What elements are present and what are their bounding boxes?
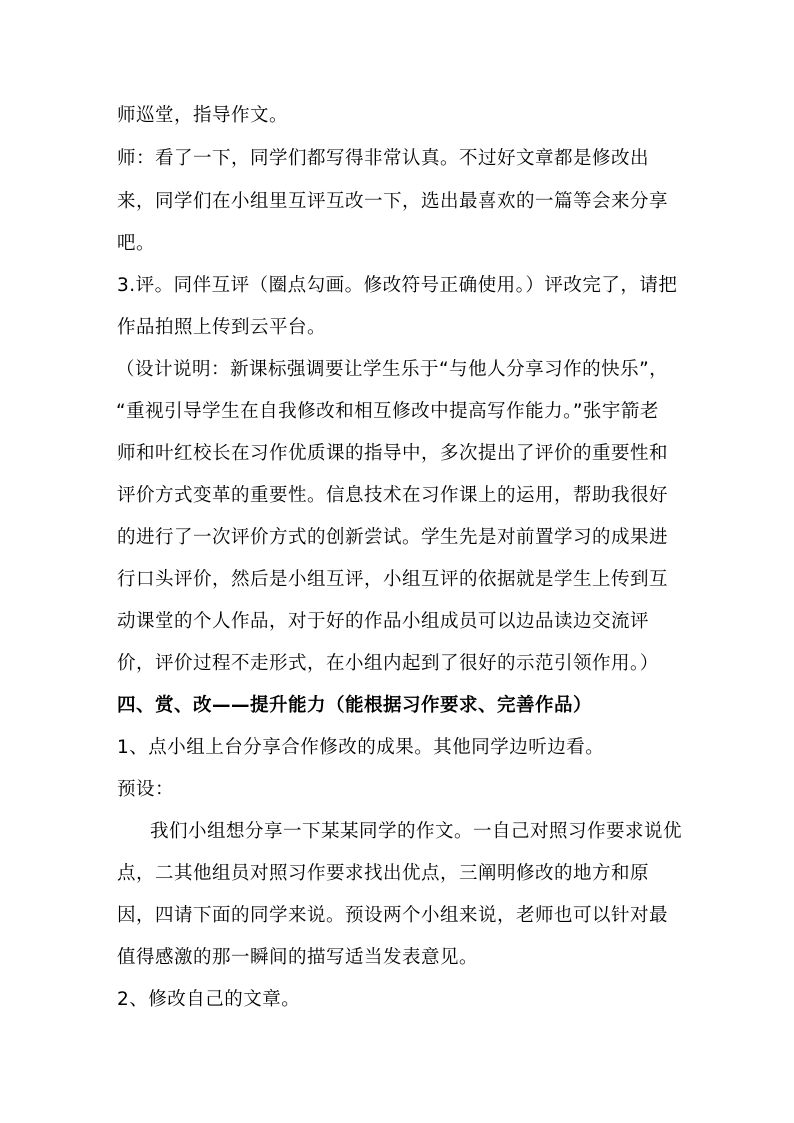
design-note-line: 师和叶红校长在习作优质课的指导中，多次提出了评价的重要性和 bbox=[117, 443, 669, 464]
design-note-line: “重视引导学生在自我修改和相互修改中提高写作能力。”张宇箭老 bbox=[116, 401, 659, 422]
text-line: 来，同学们在小组里互评互改一下，选出最喜欢的一篇等会来分享 bbox=[117, 191, 669, 212]
design-note-line: 评价方式变革的重要性。信息技术在习作课上的运用，帮助我很好 bbox=[117, 485, 669, 506]
text-line: 预设： bbox=[117, 779, 175, 800]
text-line: 师：看了一下，同学们都写得非常认真。不过好文章都是修改出 bbox=[117, 148, 650, 169]
section-heading: 四、赏、改——提升能力（能根据习作要求、完善作品） bbox=[117, 695, 593, 716]
text-line: 3.评。同伴互评（圈点勾画。修改符号正确使用。）评改完了，请把 bbox=[117, 275, 678, 296]
design-note-line: 动课堂的个人作品，对于好的作品小组成员可以边品读边交流评 bbox=[117, 611, 650, 632]
text-line: 点，二其他组员对照习作要求找出优点，三阐明修改的地方和原 bbox=[117, 863, 650, 884]
text-line: 因，四请下面的同学来说。预设两个小组来说，老师也可以针对最 bbox=[117, 905, 669, 926]
text-line: 1、点小组上台分享合作修改的成果。其他同学边听边看。 bbox=[117, 737, 605, 758]
design-note-line: 的进行了一次评价方式的创新尝试。学生先是对前置学习的成果进 bbox=[117, 527, 669, 548]
design-note-line: 价，评价过程不走形式，在小组内起到了很好的示范引领作用。） bbox=[117, 653, 659, 674]
design-note-line: （设计说明：新课标强调要让学生乐于“与他人分享习作的快乐”， bbox=[116, 359, 669, 380]
text-line: 2、修改自己的文章。 bbox=[117, 989, 301, 1010]
text-line: 师巡堂，指导作文。 bbox=[117, 105, 289, 126]
text-line: 作品拍照上传到云平台。 bbox=[117, 317, 327, 338]
text-line: 值得感激的那一瞬间的描写适当发表意见。 bbox=[117, 947, 479, 968]
text-line: 我们小组想分享一下某某同学的作文。一自己对照习作要求说优 bbox=[150, 821, 683, 842]
text-line: 吧。 bbox=[117, 233, 156, 254]
design-note-line: 行口头评价，然后是小组互评，小组互评的依据就是学生上传到互 bbox=[117, 569, 669, 590]
